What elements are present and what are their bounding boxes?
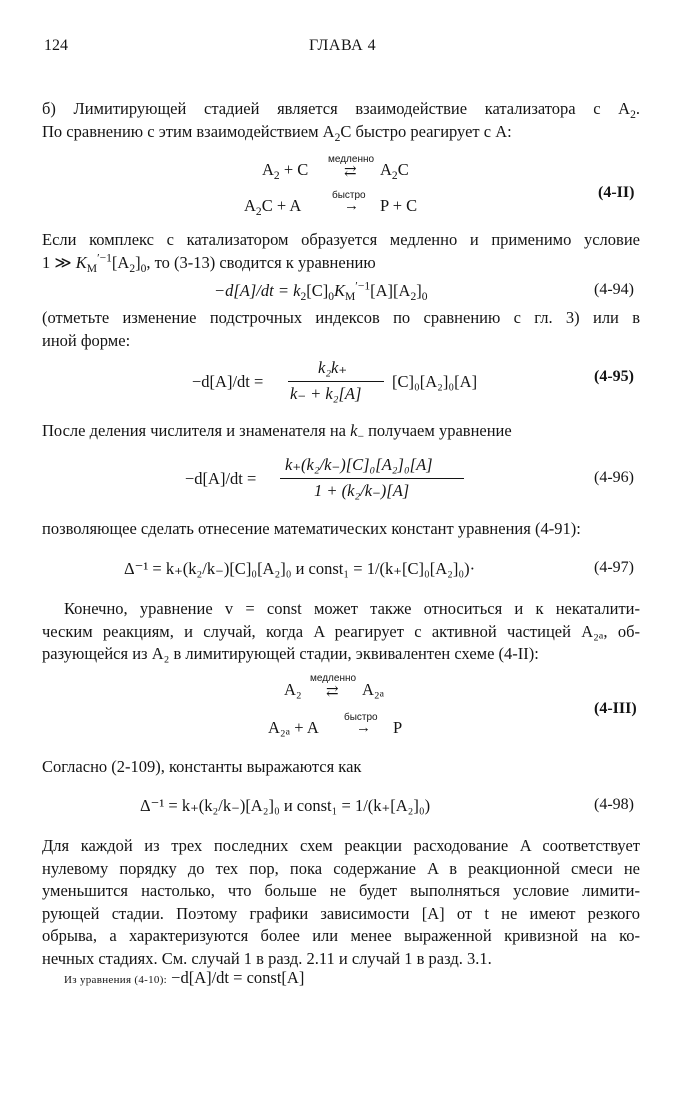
equation-4-96-label: (4-96) xyxy=(594,469,634,486)
fraction-bar xyxy=(280,478,464,479)
k-symbol: K xyxy=(75,252,87,272)
forward-arrow-icon: → xyxy=(356,720,371,736)
para-note-line1: (отметьте изменение подстрочных индексов по сравнению с гл. 3) или в xyxy=(42,308,640,327)
period: . xyxy=(635,99,640,118)
sym: C + A xyxy=(261,196,302,215)
eq-part: [C] xyxy=(306,281,329,300)
text: [A xyxy=(111,252,130,272)
paragraph-final xyxy=(42,835,640,970)
equilibrium-arrow-icon: ⇄ xyxy=(344,164,357,180)
sup: ′−1 xyxy=(355,280,371,293)
scheme-4III-row1-over: медленно xyxy=(310,673,357,684)
paragraph-course xyxy=(42,598,640,666)
equation-4-94 xyxy=(214,280,428,304)
scheme-4II-row2-left xyxy=(244,196,302,219)
para-final-line6: нечных стадиях. См. случай 1 в разд. 2.11 и случай 1 в разд. 3.1. xyxy=(42,948,492,968)
equation-4-96-numerator: k₊(k₂/k₋)[C]₀[A₂]₀[A] xyxy=(285,455,433,474)
text: 1 ≫ xyxy=(42,252,76,272)
text: После деления числителя и знаменателя на xyxy=(42,421,351,440)
sym: A xyxy=(244,196,256,215)
para-course-line2: ческим реакциям, и случай, когда A реагирует с активной частицей A₂ₐ, об- xyxy=(42,621,640,641)
para-final-line2: нулевому порядку до тех пор, пока содержание A в реакционной смеси не xyxy=(42,858,640,878)
equation-4-98: Δ⁻¹ = k₊(k₂/k₋)[A₂]₀ и const₁ = 1/(k₊[A₂]₀) xyxy=(140,796,431,815)
equation-4-95-rhs: [C]₀[A₂]₀[A] xyxy=(392,372,478,391)
equation-4-97: Δ⁻¹ = k₊(k₂/k₋)[C]₀[A₂]₀ и const₁ = 1/(k₊[C]₀[A₂]₀)· xyxy=(124,559,476,578)
eq-part: −d[A]/dt = k xyxy=(214,281,301,300)
sub: 2 xyxy=(300,291,307,304)
para-course-line1: Конечно, уравнение v = const может также относиться и к некаталити- xyxy=(64,599,640,618)
sym: C xyxy=(397,160,409,179)
eq-part: [A][A xyxy=(370,281,411,300)
scheme-4II-label: (4-II) xyxy=(598,184,635,201)
sub: 2 xyxy=(630,109,636,122)
sub: 2 xyxy=(273,170,280,183)
para-allow-line1: позволяющее сделать отнесение математических констант уравнения (4-91): xyxy=(42,519,581,538)
para-final-line4: рующей стадии. Поэтому графики зависимости [A] от t не имеют резкого xyxy=(42,903,640,923)
para-final-line1: Для каждой из трех последних схем реакции расходование A соответствует xyxy=(42,836,640,855)
sub: 2 xyxy=(334,131,341,144)
scheme-4II-row1-over: медленно xyxy=(328,154,375,165)
equation-4-96-denominator: 1 + (k₂/k₋)[A] xyxy=(314,481,410,500)
text: , то (3-13) сводится к уравнению xyxy=(146,252,376,272)
scheme-4III-row2-left: A₂ₐ + A xyxy=(268,718,319,737)
sub: 2 xyxy=(255,206,262,219)
scheme-4III-row1-right: A₂ₐ xyxy=(362,680,385,699)
k-symbol: k xyxy=(350,421,358,440)
fraction-bar xyxy=(288,381,384,382)
sub: 0 xyxy=(140,262,147,275)
text: ] xyxy=(135,252,141,272)
equation-4-95-lhs: −d[A]/dt = xyxy=(192,372,264,391)
eq-part: K xyxy=(334,281,346,300)
sub: 0 xyxy=(421,291,428,304)
sup: ′−1 xyxy=(97,252,112,265)
forward-arrow-icon: → xyxy=(344,198,359,214)
equation-4-95-label: (4-95) xyxy=(594,368,634,385)
equation-4-98-label: (4-98) xyxy=(594,796,634,813)
footer-eq: −d[A]/dt = const[A] xyxy=(171,968,305,987)
eq-part: ] xyxy=(416,281,422,300)
para-complex-line1: Если комплекс с катализатором образуется медленно и применимо условие xyxy=(42,230,640,249)
paragraph-complex xyxy=(42,229,640,274)
sub: 2 xyxy=(129,262,136,275)
equation-4-97-label: (4-97) xyxy=(594,559,634,576)
scheme-4II-row1-left xyxy=(262,160,309,183)
paragraph-allow xyxy=(42,518,640,541)
para-accord-line1: Согласно (2-109), константы выражаются как xyxy=(42,757,362,776)
footer-prefix: Из уравнения (4-10): xyxy=(64,974,168,986)
sub: 2 xyxy=(391,170,398,183)
equation-4-96-lhs: −d[A]/dt = xyxy=(185,469,257,488)
para-final-line3: уменьшится настолько, что больше не будет выполняться условие лимити- xyxy=(42,881,640,900)
scheme-4III-row1-left: A₂ xyxy=(284,680,302,699)
sym: A xyxy=(262,160,274,179)
para-b-line1: б) Лимитирующей стадией является взаимодействие катализатора с A xyxy=(42,99,631,118)
equation-4-95-numerator: k₂k₊ xyxy=(318,358,348,377)
scheme-4III-row2-over: быстро xyxy=(344,712,378,723)
equation-4-95-denominator: k₋ + k₂[A] xyxy=(290,384,362,403)
para-b-line2b: C быстро реагирует с A: xyxy=(340,121,512,141)
sub: 2 xyxy=(410,291,417,304)
scheme-4II-row2-over: быстро xyxy=(332,190,366,201)
chapter-title: ГЛАВА 4 xyxy=(309,37,377,54)
sym: A xyxy=(380,160,392,179)
sub: − xyxy=(357,431,364,444)
para-b-line2a: По сравнению с этим взаимодействием A xyxy=(42,121,335,141)
paragraph-b xyxy=(42,98,640,143)
para-final-line5: обрыва, а характеризуются более или менее выраженной кривизной на ко- xyxy=(42,926,640,945)
paragraph-after xyxy=(42,420,640,443)
text: получаем уравнение xyxy=(363,421,512,440)
scheme-4III-label: (4-III) xyxy=(594,700,637,717)
paragraph-accord xyxy=(42,756,640,779)
footer-equation xyxy=(64,968,304,988)
scheme-4II-row2-right: P + C xyxy=(380,196,418,215)
scheme-4II-row1-right xyxy=(380,160,409,183)
page-number: 124 xyxy=(44,37,68,54)
paragraph-note xyxy=(42,307,640,352)
sub: M xyxy=(86,262,98,275)
sub: M xyxy=(345,291,356,304)
scheme-4III-row2-right: P xyxy=(393,718,403,737)
para-course-line3: разующейся из A₂ в лимитирующей стадии, эквивалентен схеме (4-II): xyxy=(42,644,539,663)
sym: + C xyxy=(279,160,309,179)
para-note-line2: иной форме: xyxy=(42,330,131,350)
sub: 0 xyxy=(328,291,334,304)
equation-4-94-label: (4-94) xyxy=(594,281,634,298)
equilibrium-arrow-icon: ⇄ xyxy=(326,684,339,700)
